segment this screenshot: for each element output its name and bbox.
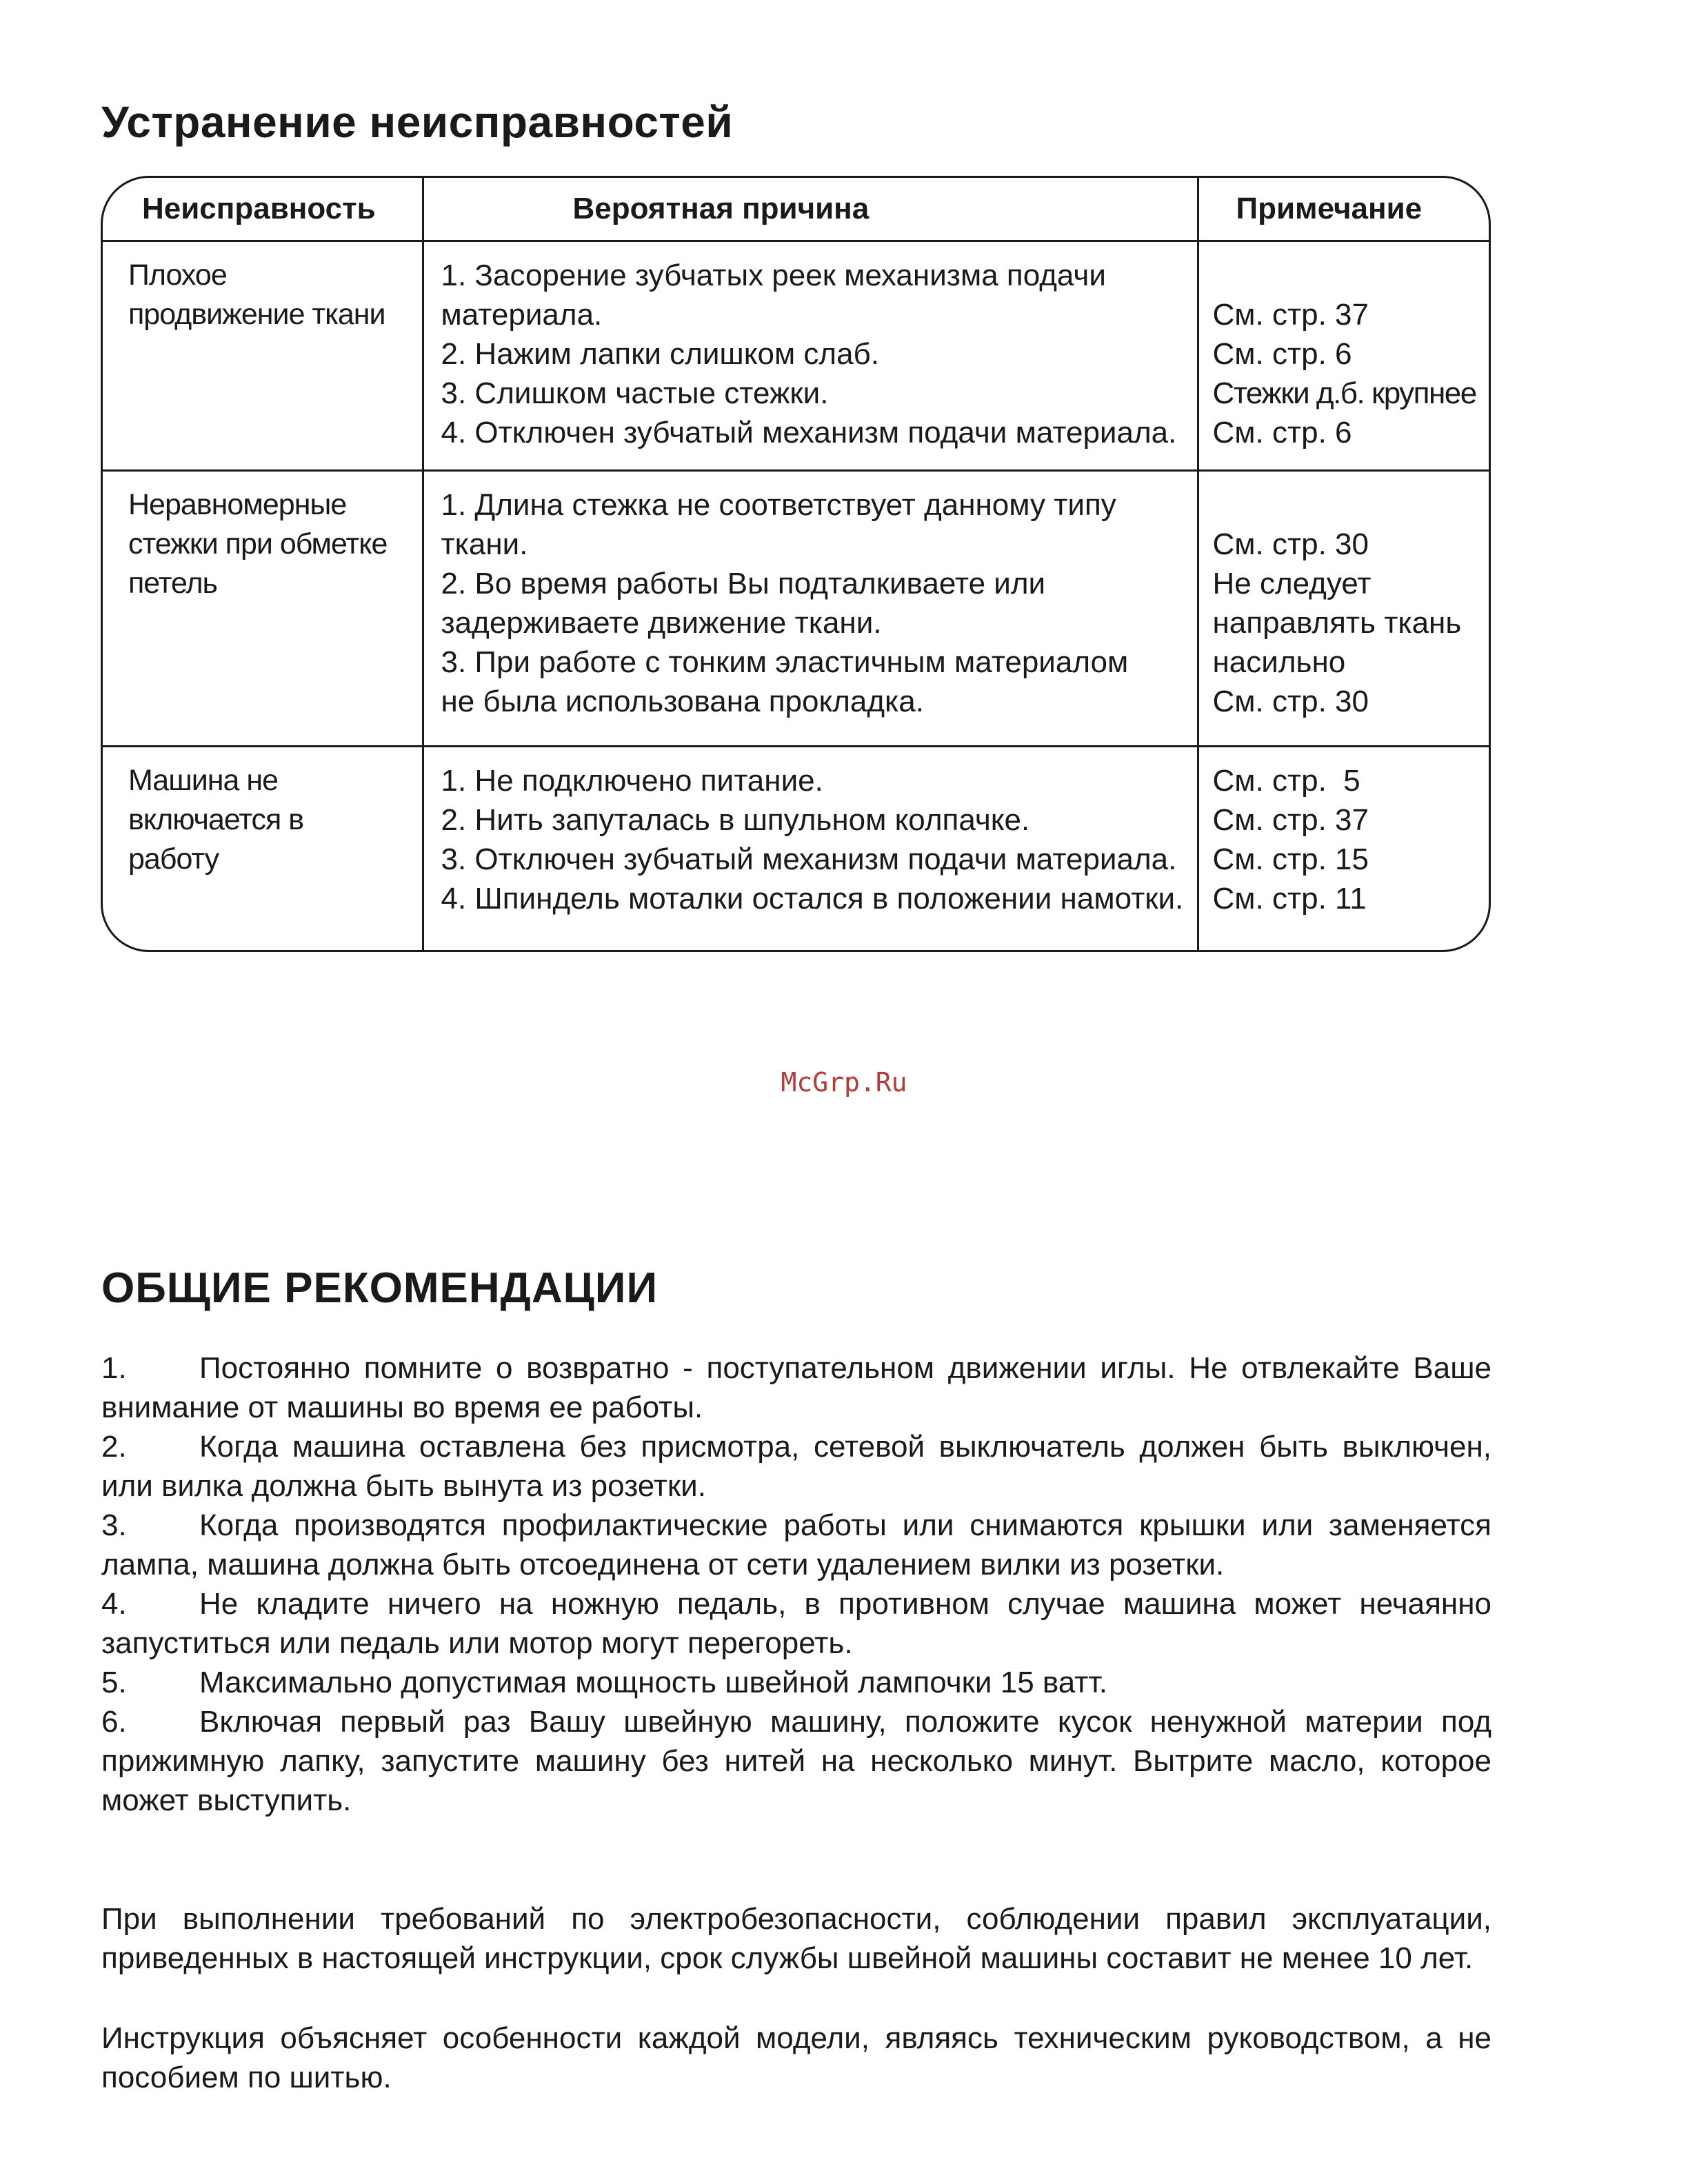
table-row (103, 747, 1489, 953)
problem-line: стежки при обметке (128, 527, 388, 560)
table-row (103, 241, 1489, 471)
cause-line: 2. Во время работы Вы подталкиваете или (441, 567, 1046, 600)
problem-line: продвижение ткани (128, 298, 385, 331)
page-title: Устранение неисправностей (101, 97, 734, 147)
note-line: См. стр. 5 (1212, 764, 1360, 798)
list-item (101, 1427, 1491, 1506)
note-line: См. стр. 30 (1212, 685, 1369, 718)
item-text: Когда машина оставлена без присмотра, сетевой выключатель должен быть выключен, или вилка должна быть вынута из розетки. (101, 1430, 1491, 1503)
problem-cell (103, 747, 423, 953)
item-number: 2. (101, 1430, 127, 1464)
problem-line: включается в (128, 803, 304, 836)
cause-line: не была использована прокладка. (441, 685, 924, 718)
service-life-paragraph: При выполнении требований по электробезопасности, соблюдении правил эксплуатации, приведенных в настоящей инструкции, срок службы швейной машины составит не менее 10 лет. (101, 1902, 1491, 1975)
watermark: McGrp.Ru (781, 1067, 907, 1098)
column-header-cause: Вероятная причина (423, 178, 1198, 241)
item-number: 5. (101, 1666, 127, 1699)
recommendations-list (101, 1348, 1491, 1820)
problem-line: петель (128, 567, 217, 600)
cause-line: 1. Длина стежка не соответствует данному типу (441, 488, 1116, 522)
problem-cell (103, 241, 423, 471)
cause-line: 3. Отключен зубчатый механизм подачи материала. (441, 842, 1177, 876)
table-row (103, 471, 1489, 747)
note-line: См. стр. 11 (1212, 882, 1367, 916)
item-text: Не кладите ничего на ножную педаль, в противном случае машина может нечаянно запуститься или педаль или мотор могут перегореть. (101, 1587, 1491, 1660)
note-line: насильно (1212, 645, 1346, 679)
cause-cell (423, 241, 1198, 471)
problem-line: Машина не (128, 764, 279, 797)
cause-line: задерживаете движение ткани. (441, 606, 882, 640)
column-header-problem: Неисправность (103, 178, 423, 241)
item-number: 4. (101, 1587, 127, 1621)
section-title: ОБЩИЕ РЕКОМЕНДАЦИИ (101, 1264, 659, 1312)
cause-line: 4. Отключен зубчатый механизм подачи материала. (441, 416, 1177, 449)
cause-line: материала. (441, 298, 603, 332)
column-header-note: Примечание (1198, 178, 1489, 241)
problem-cell (103, 471, 423, 747)
note-line: См. стр. 15 (1212, 842, 1369, 876)
cause-line: 3. При работе с тонким эластичным материалом (441, 645, 1129, 679)
instruction-note-paragraph: Инструкция объясняет особенности каждой модели, являясь техническим руководством, а не пособием по шитью. (101, 2021, 1491, 2094)
item-text: Максимально допустимая мощность швейной лампочки 15 ватт. (199, 1666, 1107, 1699)
note-line: См. стр. 37 (1212, 803, 1369, 837)
cause-line: 4. Шпиндель моталки остался в положении намотки. (441, 882, 1184, 916)
item-number: 1. (101, 1351, 127, 1385)
problem-line: Плохое (128, 259, 227, 292)
list-item (101, 1702, 1491, 1820)
cause-cell (423, 471, 1198, 747)
cause-line: 2. Нить запуталась в шпульном колпачке. (441, 803, 1030, 837)
cause-line: ткани. (441, 527, 528, 561)
note-line: См. стр. 37 (1212, 298, 1369, 332)
item-text: Постоянно помните о возвратно - поступательном движении иглы. Не отвлекайте Ваше внимание от машины во время ее работы. (101, 1351, 1491, 1424)
note-line: Стежки д.б. крупнее (1212, 376, 1476, 410)
cause-line: 3. Слишком частые стежки. (441, 376, 829, 410)
cause-line: 2. Нажим лапки слишком слаб. (441, 337, 879, 371)
list-item (101, 1348, 1491, 1427)
list-item (101, 1584, 1491, 1663)
note-line: См. стр. 6 (1212, 416, 1352, 449)
cause-line: 1. Не подключено питание. (441, 764, 823, 798)
item-text: Когда производятся профилактические работы или снимаются крышки или заменяется лампа, машина должна быть отсоединена от сети удалением вилки из розетки. (101, 1508, 1491, 1581)
list-item (101, 1663, 1491, 1702)
note-line (1213, 485, 1484, 525)
problem-line: работу (128, 842, 219, 876)
cause-line: 1. Засорение зубчатых реек механизма подачи (441, 259, 1106, 292)
note-cell (1198, 747, 1489, 953)
note-line: направлять ткань (1212, 606, 1462, 640)
note-line: См. стр. 6 (1212, 337, 1352, 371)
note-cell (1198, 471, 1489, 747)
troubleshooting-table (101, 176, 1491, 952)
note-line (1213, 256, 1484, 295)
note-cell (1198, 241, 1489, 471)
problem-line: Неравномерные (128, 488, 347, 521)
list-item (101, 1506, 1491, 1584)
note-line: Не следует (1212, 567, 1372, 600)
cause-cell (423, 747, 1198, 953)
item-text: Включая первый раз Вашу швейную машину, положите кусок ненужной материи под прижимную лапку, запустите машину без нитей на несколько минут. Вытрите масло, которое может выступить. (101, 1705, 1491, 1817)
item-number: 6. (101, 1705, 127, 1739)
note-line: См. стр. 30 (1212, 527, 1369, 561)
item-number: 3. (101, 1508, 127, 1542)
